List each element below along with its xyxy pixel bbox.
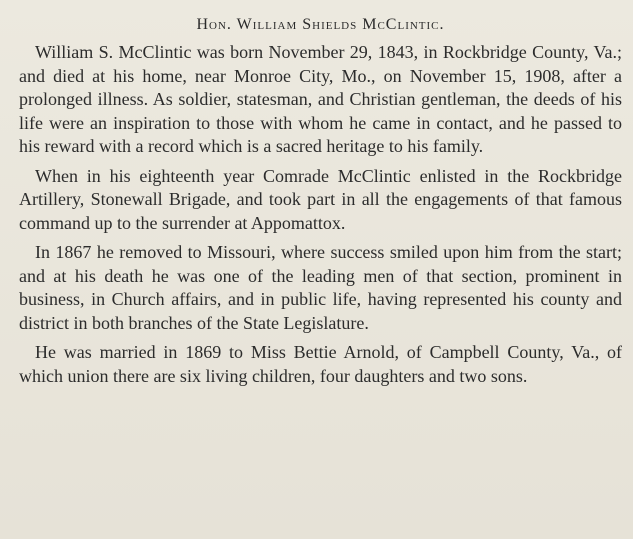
paragraph-1: William S. McClintic was born November 29, 1843, in Rockbridge County, Va.; and died at his home, near Monroe City, Mo., on November 15, 1908, after a prolonged illness. As soldier, statesman, and Christian gentleman, the deeds of his life were an inspiration to those with whom he came in contact, and he passed to his reward with a record which is a sacred heritage to his family.: [19, 42, 622, 156]
paragraph-3: In 1867 he removed to Missouri, where success smiled upon him from the start; and at his death he was one of the leading men of that section, prominent in business, in Church affairs, and in public life, having represented his county and district in both branches of the State Legislature.: [19, 242, 622, 333]
paragraph-2: When in his eighteenth year Comrade McClintic enlisted in the Rockbridge Artillery, Stonewall Brigade, and took part in all the engagements of that famous command up to the surrender at Appomattox.: [19, 165, 622, 233]
paragraph-4: He was married in 1869 to Miss Bettie Arnold, of Campbell County, Va., of which union there are six living children, four daughters and two sons.: [19, 342, 622, 386]
article-body: [19, 41, 622, 388]
page-title: Hon. William Shields McClintic.: [196, 16, 445, 33]
